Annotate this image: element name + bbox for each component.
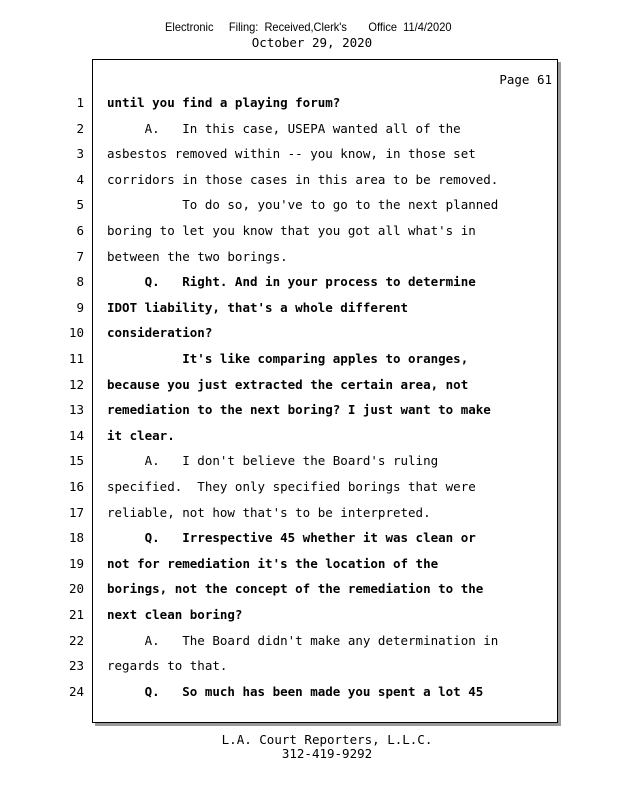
line-text: until you find a playing forum? — [107, 95, 341, 110]
line-number: 14 — [68, 428, 84, 443]
line-text: remediation to the next boring? I just want to make — [107, 402, 491, 417]
line-text: A. I don't believe the Board's ruling — [107, 453, 439, 468]
line-text: boring to let you know that you got all what's in — [107, 223, 476, 238]
line-text: asbestos removed within -- you know, in those set — [107, 146, 476, 161]
line-text: Q. So much has been made you spent a lot 45 — [107, 684, 484, 699]
footer-company: L.A. Court Reporters, L.L.C. — [221, 732, 433, 747]
line-number: 9 — [76, 300, 84, 315]
line-number: 8 — [76, 274, 84, 289]
line-number: 5 — [76, 197, 84, 212]
line-number: 21 — [68, 607, 84, 622]
line-number: 3 — [76, 146, 84, 161]
line-number: 19 — [68, 556, 84, 571]
line-number: 6 — [76, 223, 84, 238]
line-text: corridors in those cases in this area to be removed. — [107, 172, 499, 187]
line-text: specified. They only specified borings that were — [107, 479, 476, 494]
line-number: 22 — [68, 633, 84, 648]
line-text: consideration? — [107, 325, 213, 340]
line-text: because you just extracted the certain area, not — [107, 377, 469, 392]
line-number: 12 — [68, 377, 84, 392]
line-number: 13 — [68, 402, 84, 417]
line-number: 15 — [68, 453, 84, 468]
footer-phone: 312-419-9292 — [281, 746, 373, 761]
line-text: next clean boring? — [107, 607, 243, 622]
line-number: 1 — [76, 95, 84, 110]
line-text: Q. Irrespective 45 whether it was clean or — [107, 530, 476, 545]
line-number: 16 — [68, 479, 84, 494]
line-text: borings, not the concept of the remediation to the — [107, 581, 484, 596]
line-number: 18 — [68, 530, 84, 545]
line-text: It's like comparing apples to oranges, — [107, 351, 469, 366]
line-number: 24 — [68, 684, 84, 699]
line-text: regards to that. — [107, 658, 228, 673]
line-number: 20 — [68, 581, 84, 596]
line-number: 11 — [68, 351, 84, 366]
page-number: Page 61 — [499, 72, 552, 87]
line-number: 17 — [68, 505, 84, 520]
filing-stamp: Electronic Filing: Received,Clerk's Office 11/4/2020 — [165, 20, 452, 34]
line-text: IDOT liability, that's a whole different — [107, 300, 409, 315]
footer — [0, 733, 618, 761]
line-text: To do so, you've to go to the next planned — [107, 197, 499, 212]
header-date: October 29, 2020 — [251, 35, 373, 50]
line-text: not for remediation it's the location of the — [107, 556, 439, 571]
line-number: 10 — [68, 325, 84, 340]
line-text: it clear. — [107, 428, 175, 443]
line-text: A. In this case, USEPA wanted all of the — [107, 121, 461, 136]
line-number: 23 — [68, 658, 84, 673]
line-text: between the two borings. — [107, 249, 288, 264]
line-number: 4 — [76, 172, 84, 187]
line-text: reliable, not how that's to be interpreted. — [107, 505, 431, 520]
line-number: 7 — [76, 249, 84, 264]
line-text: Q. Right. And in your process to determine — [107, 274, 476, 289]
line-number: 2 — [76, 121, 84, 136]
line-text: A. The Board didn't make any determination in — [107, 633, 499, 648]
